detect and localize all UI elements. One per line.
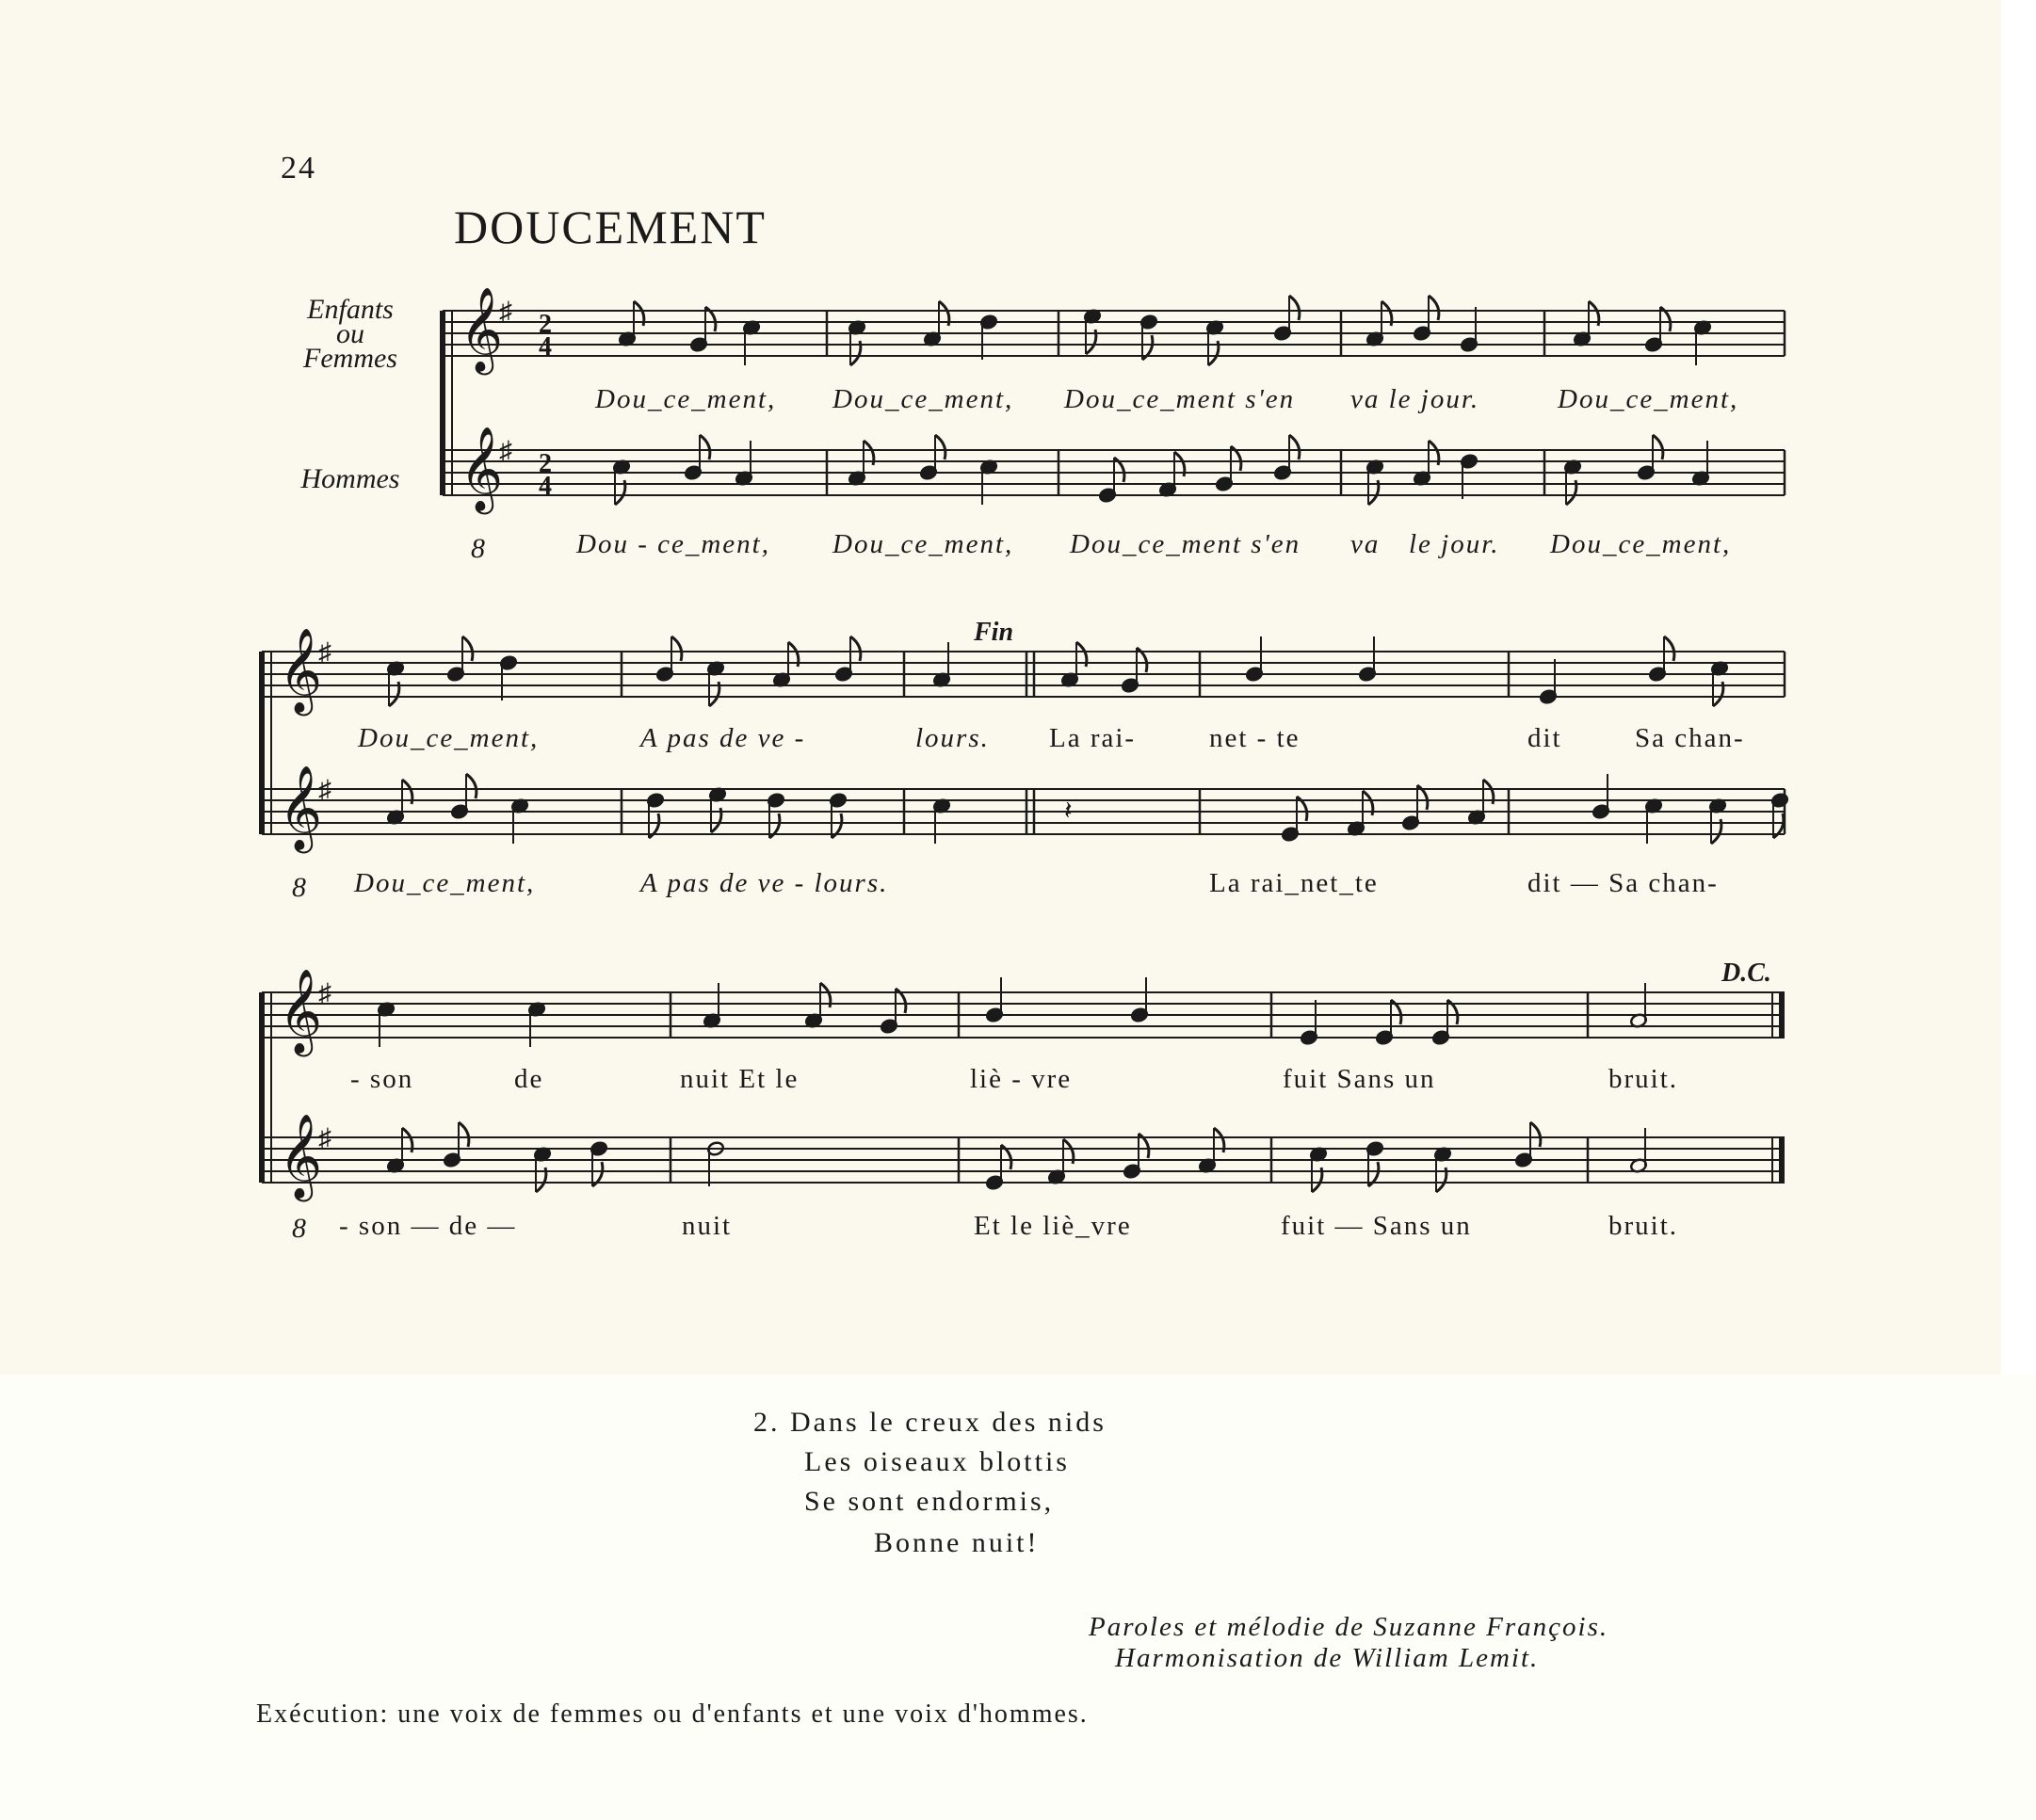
- lyric: fuit — Sans un: [1281, 1211, 1472, 1241]
- lyric: Dou_ce_ment,: [595, 384, 777, 414]
- note-flag: [466, 774, 477, 798]
- key-signature-sharp: ♯: [318, 979, 331, 1008]
- lyric: nuit Et le: [680, 1064, 800, 1094]
- da-capo-marking: D.C.: [1721, 958, 1771, 988]
- verse-line: Se sont endormis,: [804, 1486, 1055, 1517]
- execution-note: Exécution: une voix de femmes ou d'enfants et une voix d'hommes.: [256, 1699, 1089, 1729]
- note-flag: [1653, 435, 1663, 459]
- verse-line: 2. Dans le creux des nids: [753, 1407, 1107, 1438]
- note-flag: [1429, 296, 1439, 320]
- lyric: - son — de —: [339, 1211, 517, 1241]
- time-signature-top: 2: [539, 310, 552, 339]
- lyric: A pas de ve - lours.: [640, 868, 889, 898]
- verse-line: Bonne nuit!: [874, 1527, 1040, 1558]
- lyric: net - te: [1209, 723, 1301, 753]
- lyric: Dou_ce_ment,: [1558, 384, 1739, 414]
- lyric: dit — Sa chan-: [1527, 868, 1719, 898]
- lyric: Dou_ce_ment,: [832, 529, 1014, 559]
- note-flag: [671, 636, 682, 661]
- voice-label-bottom: Hommes: [300, 463, 400, 494]
- treble-clef: 𝄞: [460, 288, 504, 370]
- credit-line: Paroles et mélodie de Suzanne François.: [1089, 1612, 1609, 1642]
- note-flag: [1664, 636, 1674, 661]
- octave-mark: 8: [471, 533, 485, 564]
- lyric: La rai_net_te: [1209, 868, 1379, 898]
- lyric: lours.: [915, 723, 990, 753]
- lyric: Dou_ce_ment,: [354, 868, 536, 898]
- note-flag: [1289, 435, 1300, 459]
- verse-line: Les oiseaux blottis: [804, 1446, 1070, 1477]
- lyric: Dou_ce_ment,: [358, 723, 540, 753]
- note-flag: [459, 1122, 469, 1147]
- note-flag: [1530, 1122, 1541, 1147]
- lyric: A pas de ve -: [640, 723, 806, 753]
- voice-label-line: Enfants: [307, 294, 394, 325]
- time-signature-bottom: 4: [539, 332, 552, 362]
- octave-mark: 8: [292, 1213, 306, 1244]
- note-flag: [935, 435, 945, 459]
- treble-clef: 𝄞: [279, 629, 323, 711]
- song-title: DOUCEMENT: [454, 201, 767, 253]
- lyric: Dou_ce_ment s'en: [1070, 529, 1301, 559]
- fin-marking: Fin: [974, 618, 1014, 647]
- key-signature-sharp: ♯: [318, 776, 331, 805]
- time-signature-top: 2: [539, 449, 552, 478]
- lyric: va le jour.: [1350, 384, 1480, 414]
- lyric: Dou_ce_ment,: [1550, 529, 1732, 559]
- lyric: de: [514, 1064, 544, 1094]
- treble-clef: 𝄞: [279, 970, 323, 1052]
- lyric: - son: [350, 1064, 414, 1094]
- quarter-rest: 𝄽: [1064, 797, 1073, 826]
- page-number: 24: [281, 151, 316, 185]
- credit-line: Harmonisation de William Lemit.: [1115, 1643, 1540, 1673]
- note-flag: [1289, 296, 1300, 320]
- treble-clef: 𝄞: [279, 1115, 323, 1197]
- key-signature-sharp: ♯: [318, 1124, 331, 1153]
- key-signature-sharp: ♯: [318, 638, 331, 668]
- note-flag: [462, 636, 473, 661]
- lyric: Dou - ce_ment,: [576, 529, 770, 559]
- time-signature-bottom: 4: [539, 472, 552, 501]
- key-signature-sharp: ♯: [499, 437, 512, 466]
- lyric: La rai-: [1049, 723, 1137, 753]
- octave-mark: 8: [292, 872, 306, 903]
- key-signature-sharp: ♯: [499, 298, 512, 327]
- voice-label-line: Femmes: [303, 343, 397, 374]
- lyric: le jour.: [1409, 529, 1500, 559]
- lyric: liè - vre: [970, 1064, 1073, 1094]
- page-background-lower: [0, 1375, 2036, 1820]
- note-flag: [700, 435, 710, 459]
- lyric: bruit.: [1608, 1211, 1679, 1241]
- lyric: va: [1350, 529, 1381, 559]
- treble-clef: 𝄞: [460, 427, 504, 509]
- lyric: Dou_ce_ment s'en: [1064, 384, 1296, 414]
- lyric: Et le liè_vre: [974, 1211, 1132, 1241]
- note-flag: [850, 636, 861, 661]
- lyric: bruit.: [1608, 1064, 1679, 1094]
- lyric: Dou_ce_ment,: [832, 384, 1014, 414]
- lyric: dit: [1527, 723, 1562, 753]
- lyric: fuit Sans un: [1283, 1064, 1436, 1094]
- lyric: Sa chan-: [1635, 723, 1745, 753]
- credits: [1089, 1612, 1608, 1674]
- lyric: nuit: [682, 1211, 733, 1241]
- voice-label-line: ou: [336, 318, 364, 349]
- treble-clef: 𝄞: [279, 766, 323, 848]
